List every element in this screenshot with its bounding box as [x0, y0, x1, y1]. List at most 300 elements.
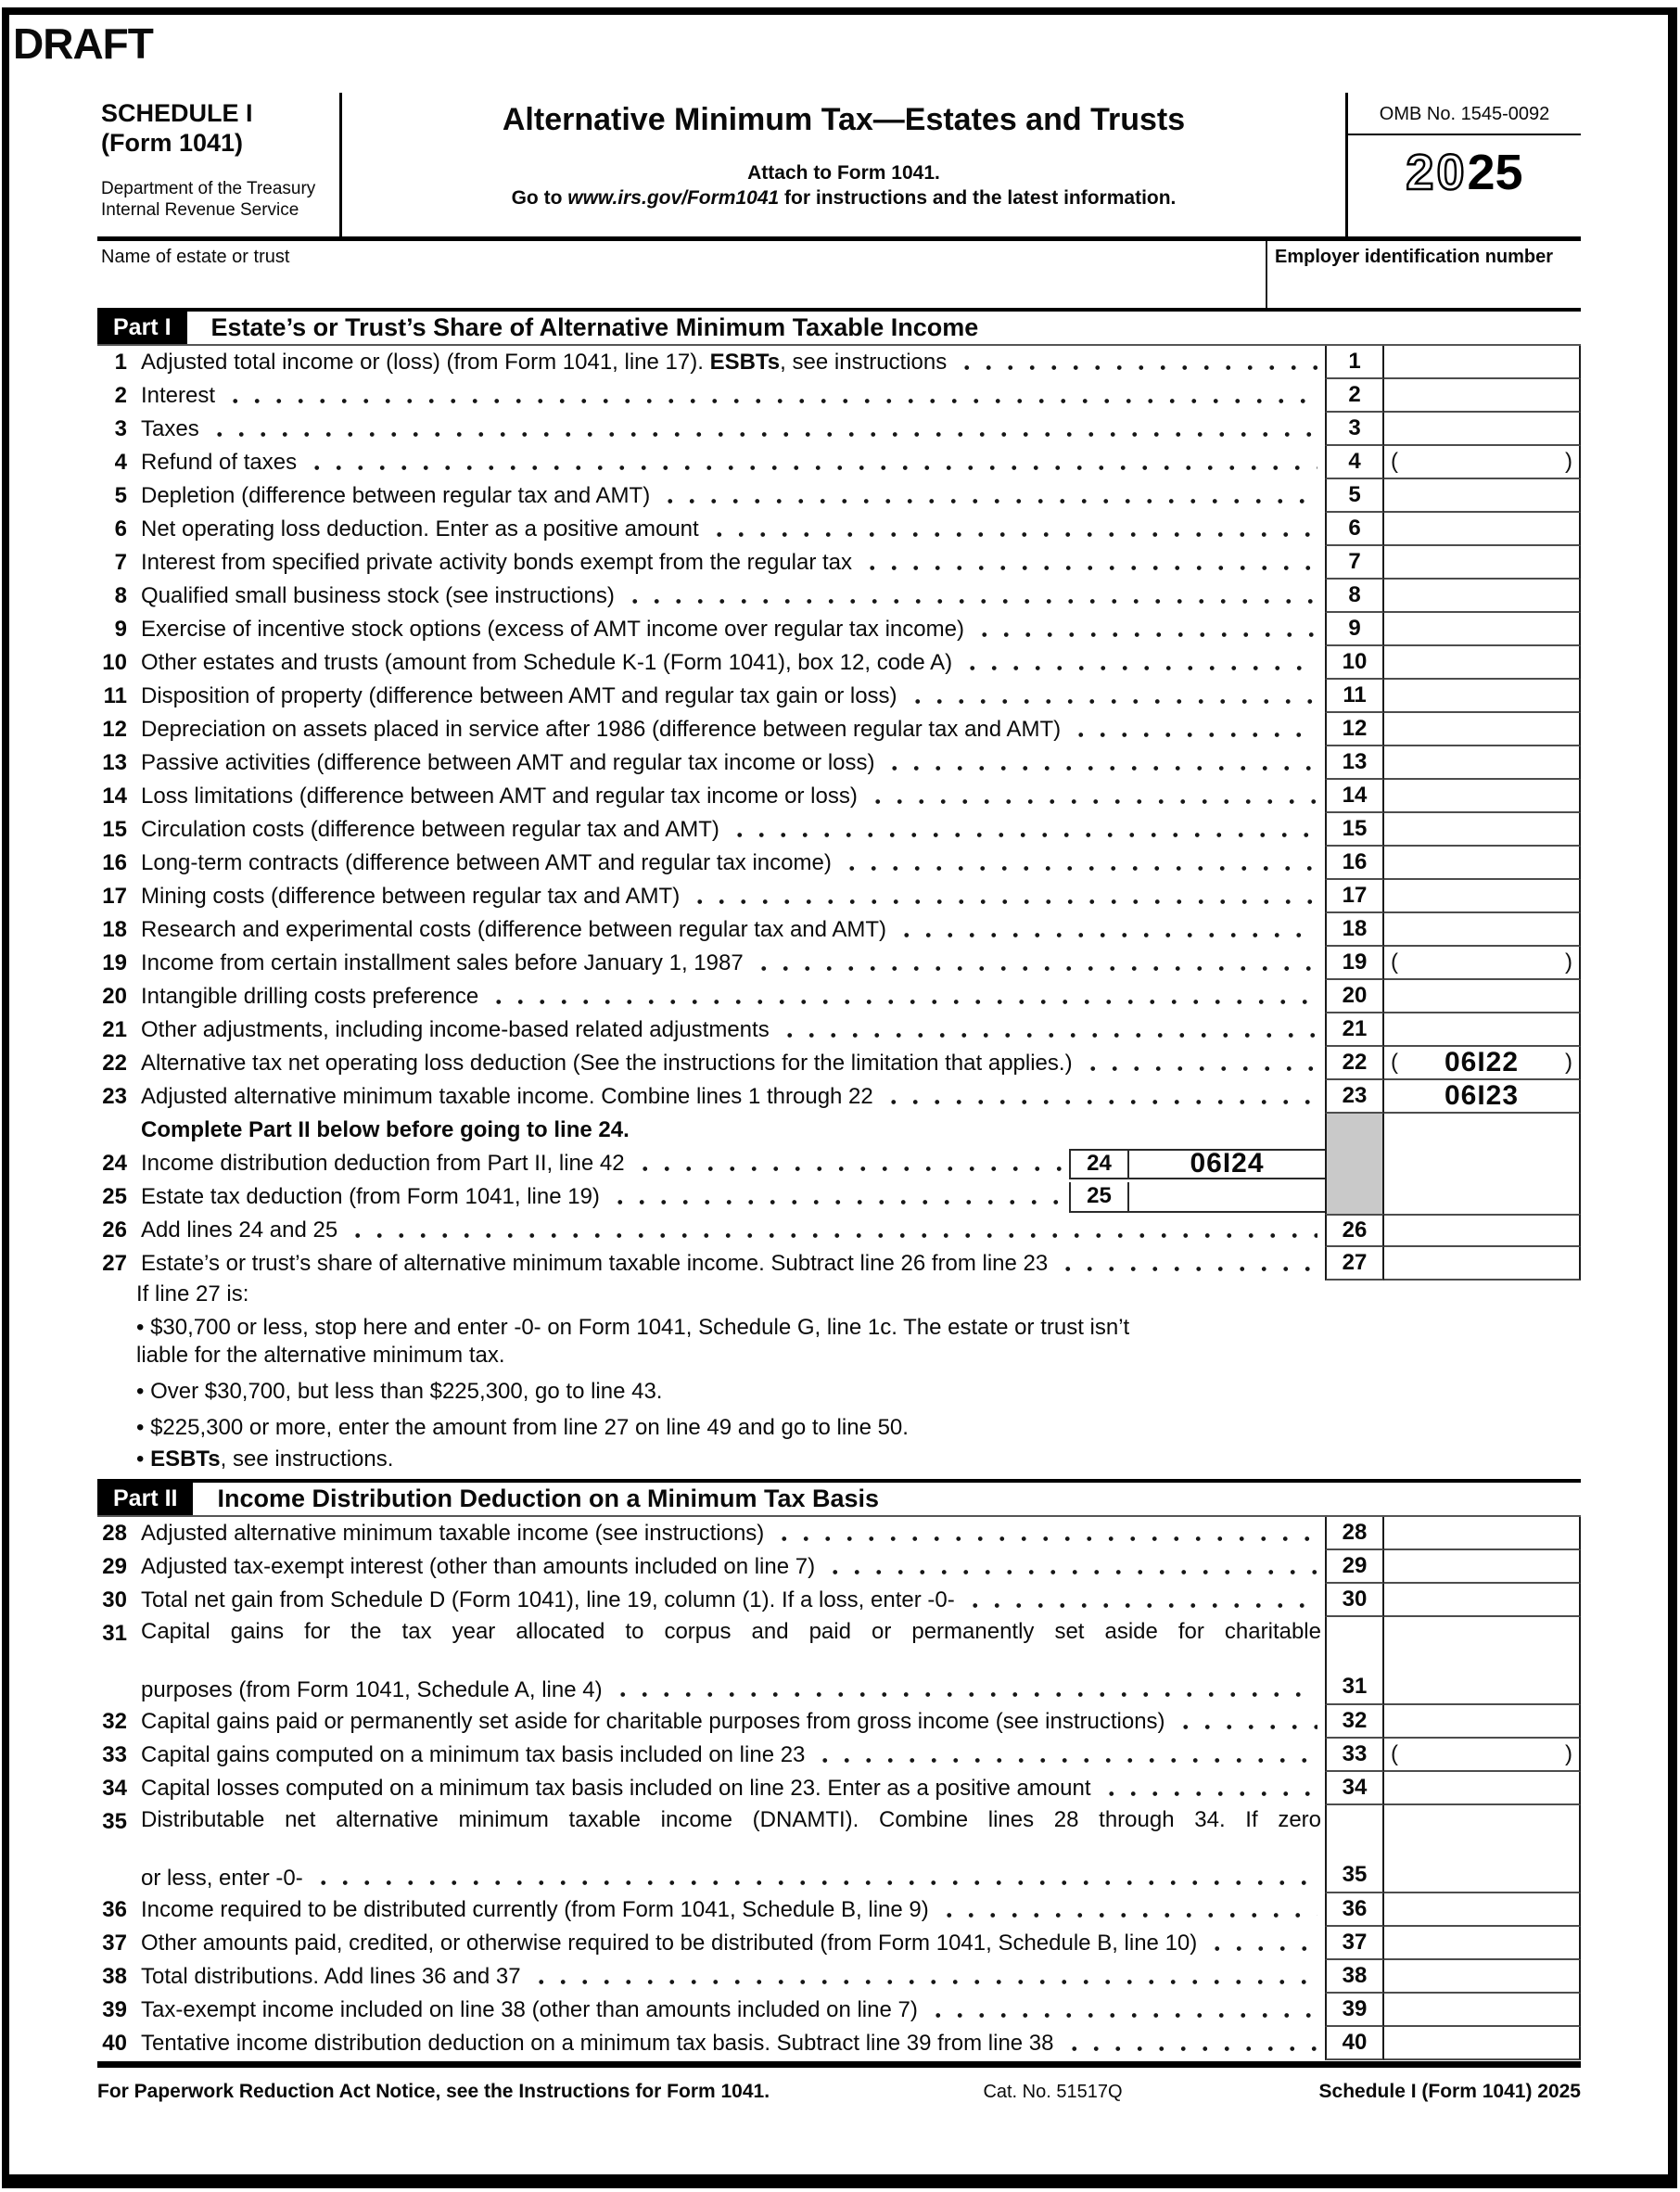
- line-number-box: [1325, 1147, 1384, 1180]
- line-number-box: 40: [1325, 2027, 1384, 2060]
- line-number-box: 31: [1325, 1617, 1384, 1705]
- dot-leader: [861, 548, 1317, 579]
- form-content: [97, 93, 1581, 2103]
- line-number-box: 9: [1325, 613, 1384, 646]
- line-row-3: [97, 413, 1581, 446]
- line-row-24: [97, 1147, 1581, 1180]
- note-text: If line 27 is:: [136, 1281, 249, 1306]
- line-number-box: 30: [1325, 1584, 1384, 1617]
- line-row-2: [97, 379, 1581, 413]
- draft-watermark: DRAFT: [13, 19, 153, 68]
- line-number-box: 28: [1325, 1517, 1384, 1550]
- amount-box-line-2[interactable]: [1384, 379, 1581, 413]
- dot-leader: [689, 882, 1317, 912]
- line-row-17: [97, 880, 1581, 913]
- line-number-box: [1325, 1114, 1384, 1147]
- part1-title: Estate’s or Trust’s Share of Alternative Minimum Taxable Income: [210, 313, 979, 341]
- line-number-box: 18: [1325, 913, 1384, 947]
- amount-box-line-23[interactable]: [1384, 1080, 1581, 1114]
- dot-leader: [612, 1675, 1317, 1705]
- note-row: [97, 1281, 1581, 1314]
- line-number-box: 13: [1325, 746, 1384, 780]
- line-description: Disposition of property (difference between AMT and regular tax gain or loss): [141, 680, 1325, 713]
- line-number-box: 26: [1325, 1214, 1384, 1247]
- dot-leader: [896, 915, 1317, 946]
- line-row-10: [97, 646, 1581, 680]
- amount-box-line-22[interactable]: [1384, 1047, 1581, 1080]
- line-row-25: [97, 1180, 1581, 1214]
- note-row: [97, 1446, 1581, 1479]
- amount-box-line-24[interactable]: [1127, 1149, 1325, 1179]
- amount-box-line-6[interactable]: [1384, 513, 1581, 546]
- dot-leader: [773, 1519, 1317, 1549]
- goto-instruction: Go to www.irs.gov/Form1041 for instructions and the latest information.: [511, 187, 1177, 209]
- line-number-box: 14: [1325, 780, 1384, 813]
- note-text: • ESBTs, see instructions.: [136, 1446, 394, 1472]
- line-number-box: 19: [1325, 947, 1384, 980]
- line-row-35: [97, 1805, 1581, 1893]
- line-number-box: 32: [1325, 1705, 1384, 1739]
- line-row-31: [97, 1617, 1581, 1705]
- line-description: Capital gains paid or permanently set aside for charitable purposes from gross income (see instructions): [141, 1705, 1325, 1739]
- line-number: 15: [102, 817, 127, 842]
- amount-box-line-10[interactable]: [1384, 646, 1581, 680]
- amount-box-line-16[interactable]: [1384, 847, 1581, 880]
- line-description: Passive activities (difference between AMT and regular tax income or loss): [141, 746, 1325, 780]
- amount-box-line-28[interactable]: [1384, 1517, 1581, 1550]
- line-number-box: 3: [1325, 413, 1384, 446]
- line-number: 12: [102, 717, 127, 742]
- dot-leader: [659, 481, 1317, 512]
- header-center-cell: [342, 93, 1345, 236]
- amount-box-line-11[interactable]: [1384, 680, 1581, 713]
- line-row-1: [97, 346, 1581, 379]
- line-row-33: [97, 1739, 1581, 1772]
- line-row-29: [97, 1550, 1581, 1584]
- line-row-23: [97, 1080, 1581, 1114]
- dot-leader: [1082, 1049, 1317, 1079]
- line-row-20: [97, 980, 1581, 1013]
- amount-box-line-20[interactable]: [1384, 980, 1581, 1013]
- line-description: Capital gains for the tax year allocated to corpus and paid or permanently set aside for charitable purposes (from Form 1041, Schedule A, line 4): [141, 1617, 1325, 1705]
- schedule-label: SCHEDULE I: [101, 99, 253, 127]
- line-row-4: [97, 446, 1581, 479]
- empty-shaded-area: [1384, 1180, 1581, 1214]
- line-number-box: 1: [1325, 346, 1384, 379]
- note-row: [97, 1410, 1581, 1446]
- line-number: 35: [102, 1809, 127, 1834]
- year-outline-digits: 20: [1406, 145, 1468, 200]
- line-number: 16: [102, 850, 127, 875]
- line-description: Adjusted total income or (loss) (from Form 1041, line 17). ESBTs, see instructions: [141, 346, 1325, 379]
- dot-leader: [1070, 715, 1317, 746]
- line-row-28: [97, 1517, 1581, 1550]
- line-description: Adjusted tax-exempt interest (other than amounts included on line 7): [141, 1550, 1325, 1584]
- close-paren: ): [1565, 1741, 1572, 1766]
- close-paren: ): [1565, 1050, 1572, 1075]
- line-description: Income from certain installment sales before January 1, 1987: [141, 947, 1325, 980]
- line-number: 36: [102, 1897, 127, 1922]
- part1-rows: [97, 346, 1581, 1479]
- draft-code: 06I23: [1444, 1080, 1520, 1111]
- amount-box-line-29[interactable]: [1384, 1550, 1581, 1584]
- line-row-7: [97, 546, 1581, 580]
- line-description: Exercise of incentive stock options (excess of AMT income over regular tax income): [141, 613, 1325, 646]
- dot-leader: [312, 1863, 1317, 1893]
- amount-box-line-5[interactable]: [1384, 479, 1581, 513]
- line-number: 3: [114, 416, 127, 441]
- line-row-19: [97, 947, 1581, 980]
- line-number: 32: [102, 1709, 127, 1734]
- dot-leader: [938, 1895, 1317, 1926]
- line-number-box: 38: [1325, 1960, 1384, 1994]
- part2-tab: Part II: [97, 1483, 193, 1515]
- part1-header-bar: [97, 308, 1581, 346]
- ein-label: Employer identification number: [1275, 247, 1554, 267]
- line-description: Taxes: [141, 413, 1325, 446]
- line-number-box: 8: [1325, 580, 1384, 613]
- table-end-line: [97, 2061, 1581, 2068]
- empty-shaded-area: [1384, 1147, 1581, 1180]
- dot-leader: [224, 381, 1317, 412]
- line-row-8: [97, 580, 1581, 613]
- line-row-27: [97, 1247, 1581, 1281]
- dot-leader: [1057, 1249, 1317, 1280]
- line-number-box: 20: [1325, 980, 1384, 1013]
- attach-instruction: Attach to Form 1041.: [747, 162, 940, 184]
- line-row-11: [97, 680, 1581, 713]
- amount-box-line-36[interactable]: [1384, 1893, 1581, 1927]
- line-description: Estate’s or trust’s share of alternative minimum taxable income. Subtract line 26 from line 23: [141, 1247, 1325, 1281]
- amount-box-line-14[interactable]: [1384, 780, 1581, 813]
- line-row-5: [97, 479, 1581, 513]
- dot-leader: [841, 848, 1317, 879]
- line-number-box: 34: [1325, 1772, 1384, 1805]
- amount-box-line-18[interactable]: [1384, 913, 1581, 947]
- line-number-box: [1325, 1180, 1384, 1214]
- line-description: Income required to be distributed currently (from Form 1041, Schedule B, line 9): [141, 1893, 1325, 1927]
- line-description: Capital losses computed on a minimum tax basis included on line 23. Enter as a positive amount: [141, 1772, 1325, 1805]
- line-row-13: [97, 746, 1581, 780]
- dot-leader: [974, 615, 1317, 645]
- line-description: Estate tax deduction (from Form 1041, line 19) 25: [141, 1180, 1325, 1214]
- line-number-box: 5: [1325, 479, 1384, 513]
- line-number-box: 39: [1325, 1994, 1384, 2027]
- amount-box-line-15[interactable]: [1384, 813, 1581, 847]
- line-number: 20: [102, 984, 127, 1009]
- inner-line-number-box: 25: [1069, 1182, 1127, 1213]
- line-number: 40: [102, 2031, 127, 2056]
- line-description: Research and experimental costs (difference between regular tax and AMT): [141, 913, 1325, 947]
- line-description: Adjusted alternative minimum taxable income (see instructions): [141, 1517, 1325, 1550]
- part2-title: Income Distribution Deduction on a Minimum Tax Basis: [217, 1485, 880, 1512]
- line-description: Alternative tax net operating loss deduction (See the instructions for the limitation that applies.): [141, 1047, 1325, 1080]
- note-text: • $225,300 or more, enter the amount from line 27 on line 49 and go to line 50.: [136, 1415, 909, 1440]
- header-omb-cell: [1345, 93, 1581, 236]
- line-row-38: [97, 1960, 1581, 1994]
- line-description: Adjusted alternative minimum taxable income. Combine lines 1 through 22: [141, 1080, 1325, 1114]
- line-number: 28: [102, 1521, 127, 1546]
- dot-leader: [753, 949, 1317, 979]
- amount-box-line-4[interactable]: [1384, 446, 1581, 479]
- line-number-box: 23: [1325, 1080, 1384, 1114]
- dot-leader: [907, 682, 1317, 712]
- dot-leader: [1101, 1774, 1317, 1804]
- note-row: [97, 1114, 1581, 1147]
- line-row-37: [97, 1927, 1581, 1960]
- form-header: [97, 93, 1581, 236]
- catalog-number: Cat. No. 51517Q: [983, 2082, 1123, 2102]
- dot-leader: [609, 1182, 1062, 1213]
- line-number: 17: [102, 884, 127, 909]
- line-row-40: [97, 2027, 1581, 2060]
- department-label: Department of the Treasury Internal Revenue Service: [101, 179, 316, 220]
- line-description: Depletion (difference between regular tax and AMT): [141, 479, 1325, 513]
- line-description: Refund of taxes: [141, 446, 1325, 479]
- line-number-box: 37: [1325, 1927, 1384, 1960]
- line-row-36: [97, 1893, 1581, 1927]
- amount-box-line-33[interactable]: [1384, 1739, 1581, 1772]
- line-number: 8: [114, 583, 127, 608]
- line-number: 34: [102, 1776, 127, 1801]
- schedule-footer-label: Schedule I (Form 1041) 2025: [1318, 2081, 1581, 2102]
- form-number-label: (Form 1041): [101, 129, 244, 157]
- line-number-box: 11: [1325, 680, 1384, 713]
- line-description: Total net gain from Schedule D (Form 1041), line 19, column (1). If a loss, enter -0-: [141, 1584, 1325, 1617]
- part1-tab: Part I: [97, 312, 187, 344]
- line-description: Interest from specified private activity bonds exempt from the regular tax: [141, 546, 1325, 580]
- dot-leader: [779, 1015, 1317, 1046]
- line-number: 11: [103, 683, 127, 708]
- line-number-box: 27: [1325, 1247, 1384, 1281]
- amount-box-line-35[interactable]: [1384, 1805, 1581, 1893]
- line-number-box: 36: [1325, 1893, 1384, 1927]
- line-description: Tentative income distribution deduction on a minimum tax basis. Subtract line 39 from line 38: [141, 2027, 1325, 2060]
- line-row-18: [97, 913, 1581, 947]
- line-number: 1: [114, 350, 127, 375]
- dot-leader: [884, 748, 1317, 779]
- line-number: 33: [102, 1742, 127, 1767]
- dot-leader: [209, 414, 1317, 445]
- year-solid-digits: 25: [1467, 145, 1523, 200]
- open-paren: (: [1391, 449, 1398, 474]
- amount-box-line-38[interactable]: [1384, 1960, 1581, 1994]
- dot-leader: [1175, 1707, 1317, 1738]
- line-row-32: [97, 1705, 1581, 1739]
- line-number: 22: [102, 1051, 127, 1076]
- amount-box-line-39[interactable]: [1384, 1994, 1581, 2027]
- line-number: 31: [102, 1621, 127, 1646]
- amount-box-line-34[interactable]: [1384, 1772, 1581, 1805]
- line-number: 7: [114, 550, 127, 575]
- line-row-16: [97, 847, 1581, 880]
- dot-leader: [824, 1552, 1317, 1583]
- line-row-12: [97, 713, 1581, 746]
- line-number-box: 12: [1325, 713, 1384, 746]
- line-number: 6: [114, 516, 127, 542]
- amount-box-line-31[interactable]: [1384, 1617, 1581, 1705]
- amount-box-line-26[interactable]: [1384, 1214, 1581, 1247]
- dot-leader: [961, 648, 1317, 679]
- dot-leader: [1063, 2029, 1317, 2059]
- part2-header-bar: [97, 1479, 1581, 1517]
- line-number: 4: [114, 450, 127, 475]
- line-number-box: 15: [1325, 813, 1384, 847]
- dot-leader: [347, 1216, 1317, 1246]
- note-text: • Over $30,700, but less than $225,300, go to line 43.: [136, 1379, 663, 1404]
- name-ein-row: [97, 241, 1581, 308]
- amount-box-line-30[interactable]: [1384, 1584, 1581, 1617]
- line-description: Long-term contracts (difference between AMT and regular tax income): [141, 847, 1325, 880]
- line-description: Distributable net alternative minimum taxable income (DNAMTI). Combine lines 28 through 34. If zero or less, enter -0-: [141, 1805, 1325, 1893]
- close-paren: ): [1565, 449, 1572, 474]
- note-row: [97, 1373, 1581, 1410]
- line-description: Capital gains computed on a minimum tax basis included on line 23: [141, 1739, 1325, 1772]
- amount-box-line-27[interactable]: [1384, 1247, 1581, 1281]
- line-row-22: [97, 1047, 1581, 1080]
- line-row-21: [97, 1013, 1581, 1047]
- line-description: Loss limitations (difference between AMT and regular tax income or loss): [141, 780, 1325, 813]
- line-description: Complete Part II below before going to line 24.: [141, 1117, 630, 1142]
- line-number: 25: [102, 1184, 127, 1209]
- omb-number: OMB No. 1545-0092: [1348, 93, 1581, 135]
- line-row-14: [97, 780, 1581, 813]
- page-footer: [97, 2081, 1581, 2103]
- line-number: 38: [102, 1964, 127, 1989]
- line-number-box: 33: [1325, 1739, 1384, 1772]
- line-number: 13: [102, 750, 127, 775]
- line-number: 2: [114, 383, 127, 408]
- dot-leader: [956, 348, 1317, 378]
- line-description: Interest: [141, 379, 1325, 413]
- line-number-box: 35: [1325, 1805, 1384, 1893]
- line-number: 23: [102, 1084, 127, 1109]
- dot-leader: [708, 515, 1317, 545]
- dot-leader: [488, 982, 1317, 1013]
- line-row-9: [97, 613, 1581, 646]
- line-row-39: [97, 1994, 1581, 2027]
- amount-box-line-25[interactable]: [1127, 1182, 1325, 1213]
- amount-box-line-8[interactable]: [1384, 580, 1581, 613]
- line-description: Depreciation on assets placed in service after 1986 (difference between regular tax and AMT): [141, 713, 1325, 746]
- line-description: Other estates and trusts (amount from Schedule K-1 (Form 1041), box 12, code A): [141, 646, 1325, 680]
- line-description: Tax-exempt income included on line 38 (other than amounts included on line 7): [141, 1994, 1325, 2027]
- dot-leader: [530, 1962, 1317, 1993]
- dot-leader: [867, 782, 1317, 812]
- amount-box-line-32[interactable]: [1384, 1705, 1581, 1739]
- line-row-15: [97, 813, 1581, 847]
- note-row: [97, 1314, 1581, 1373]
- line-number-box: 4: [1325, 446, 1384, 479]
- line-number-box: 29: [1325, 1550, 1384, 1584]
- empty-shaded-area: [1384, 1114, 1581, 1147]
- header-left-cell: [97, 93, 342, 236]
- line-number: 26: [102, 1217, 127, 1243]
- amount-box-line-21[interactable]: [1384, 1013, 1581, 1047]
- dot-leader: [927, 1995, 1317, 2026]
- draft-code: 06I22: [1444, 1047, 1520, 1077]
- amount-box-line-1[interactable]: [1384, 346, 1581, 379]
- line-number: 5: [114, 483, 127, 508]
- part2-rows: [97, 1517, 1581, 2060]
- line-number-box: 16: [1325, 847, 1384, 880]
- draft-code: 06I24: [1190, 1148, 1265, 1179]
- line-description: Mining costs (difference between regular tax and AMT): [141, 880, 1325, 913]
- dot-leader: [729, 815, 1317, 846]
- dot-leader: [964, 1586, 1317, 1616]
- line-number: 18: [102, 917, 127, 942]
- line-number-box: 10: [1325, 646, 1384, 680]
- line-number: 19: [102, 950, 127, 975]
- line-number: [97, 1114, 127, 1147]
- line-number-box: 17: [1325, 880, 1384, 913]
- line-number: 29: [102, 1554, 127, 1579]
- paperwork-notice: For Paperwork Reduction Act Notice, see the Instructions for Form 1041.: [97, 2081, 770, 2102]
- line-row-34: [97, 1772, 1581, 1805]
- amount-box-line-19[interactable]: [1384, 947, 1581, 980]
- line-number: 37: [102, 1931, 127, 1956]
- line-description: Qualified small business stock (see instructions): [141, 580, 1325, 613]
- note-text: • $30,700 or less, stop here and enter -0- on Form 1041, Schedule G, line 1c. The estate or trust isn’t liable for the alternative minimum tax.: [136, 1315, 1130, 1368]
- line-description: Income distribution deduction from Part II, line 42 24 06I24: [141, 1147, 1325, 1180]
- line-description: Total distributions. Add lines 36 and 37: [141, 1960, 1325, 1994]
- line-row-30: [97, 1584, 1581, 1617]
- inner-line-number-box: 24: [1069, 1149, 1127, 1179]
- line-number: 10: [102, 650, 127, 675]
- amount-box-line-7[interactable]: [1384, 546, 1581, 580]
- dot-leader: [306, 448, 1317, 478]
- line-description: Net operating loss deduction. Enter as a positive amount: [141, 513, 1325, 546]
- open-paren: (: [1391, 1741, 1398, 1766]
- line-number-box: 2: [1325, 379, 1384, 413]
- amount-box-line-13[interactable]: [1384, 746, 1581, 780]
- line-number-box: 22: [1325, 1047, 1384, 1080]
- close-paren: ): [1565, 949, 1572, 975]
- line-number: 14: [102, 784, 127, 809]
- dot-leader: [1206, 1929, 1317, 1959]
- line-number: 21: [102, 1017, 127, 1042]
- ein-field[interactable]: [1266, 241, 1581, 308]
- amount-box-line-40[interactable]: [1384, 2027, 1581, 2060]
- form-title: Alternative Minimum Tax—Estates and Trusts: [502, 102, 1186, 137]
- line-row-26: [97, 1214, 1581, 1247]
- amount-box-line-17[interactable]: [1384, 880, 1581, 913]
- line-description: Circulation costs (difference between regular tax and AMT): [141, 813, 1325, 847]
- line-number-box: 7: [1325, 546, 1384, 580]
- name-of-estate-label: Name of estate or trust: [101, 247, 290, 267]
- line-number: 30: [102, 1587, 127, 1612]
- line-number-box: 21: [1325, 1013, 1384, 1047]
- open-paren: (: [1391, 949, 1398, 975]
- line-number-box: 6: [1325, 513, 1384, 546]
- open-paren: (: [1391, 1050, 1398, 1075]
- dot-leader: [883, 1082, 1317, 1113]
- amount-box-line-37[interactable]: [1384, 1927, 1581, 1960]
- line-row-6: [97, 513, 1581, 546]
- dot-leader: [814, 1740, 1317, 1771]
- line-number: 24: [102, 1151, 127, 1176]
- amount-box-line-3[interactable]: [1384, 413, 1581, 446]
- amount-box-line-12[interactable]: [1384, 713, 1581, 746]
- line-description: Other amounts paid, credited, or otherwise required to be distributed (from Form 1041, Schedule B, line 10): [141, 1927, 1325, 1960]
- amount-box-line-9[interactable]: [1384, 613, 1581, 646]
- line-description: Other adjustments, including income-based related adjustments: [141, 1013, 1325, 1047]
- line-number: 27: [102, 1251, 127, 1276]
- name-of-estate-field[interactable]: [97, 241, 1266, 308]
- line-number: 9: [114, 617, 127, 642]
- line-description: Intangible drilling costs preference: [141, 980, 1325, 1013]
- dot-leader: [624, 581, 1317, 612]
